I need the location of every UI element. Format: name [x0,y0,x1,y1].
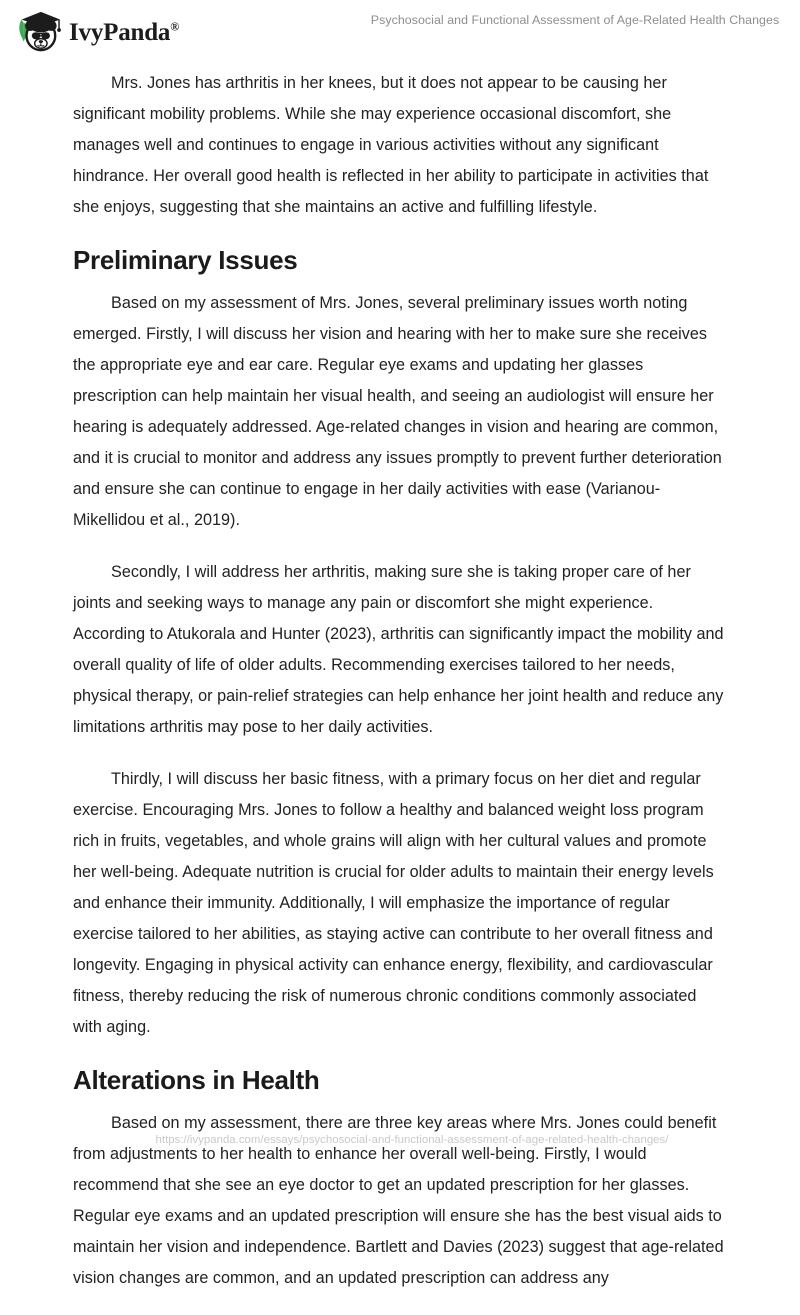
page-footer [0,1130,800,1148]
registered-mark: ® [170,19,179,34]
paragraph: Based on my assessment of Mrs. Jones, several preliminary issues worth noting emerged. Firstly, I will discuss her vision and hearing with her to make sure she receives the appropriate eye and ear care. Regular eye exams and updating her glasses prescription can help maintain her visual health, and seeing an audiologist will ensure her hearing is adequately addressed. Age-related changes in vision and hearing are common, and it is crucial to monitor and address any issues promptly to prevent further deterioration and ensure she can continue to engage in her daily activities with ease (Varianou-Mikellidou et al., 2019). [73,294,722,529]
paragraph: Based on my assessment, there are three key areas where Mrs. Jones could benefit from adjustments to her health to enhance her overall well-being. Firstly, I would recommend that she see an eye doctor to get an updated prescription for her glasses. Regular eye exams and an updated prescription will ensure she has the best visual aids to maintain her vision and independence. Bartlett and Davies (2023) suggest that age-related vision changes are common, and an updated prescription can address any [73,1114,724,1287]
paragraph: Mrs. Jones has arthritis in her knees, but it does not appear to be causing her significant mobility problems. While she may experience occasional discomfort, she manages well and continues to engage in various activities without any significant hindrance. Her overall good health is reflected in her ability to participate in activities that she enjoys, suggesting that she maintains an active and fulfilling lifestyle. [73,74,709,216]
brand-name [69,20,179,45]
section-heading-alterations-in-health: Alterations in Health [73,1065,320,1095]
panda-graduation-cap-icon [14,9,62,53]
page-header [0,0,800,60]
section-heading-preliminary-issues: Preliminary Issues [73,245,298,275]
brand-logo[interactable] [14,9,179,53]
paragraph: Thirdly, I will discuss her basic fitness, with a primary focus on her diet and regular exercise. Encouraging Mrs. Jones to follow a healthy and balanced weight loss program rich in fruits, vegetables, and whole grains will align with her cultural values and promote her well-being. Adequate nutrition is crucial for older adults to maintain their energy levels and enhance their immunity. Additionally, I will emphasize the importance of regular exercise tailored to her abilities, as staying active can contribute to her overall fitness and longevity. Engaging in physical activity can enhance energy, flexibility, and cardiovascular fitness, thereby reducing the risk of numerous chronic conditions commonly associated with aging. [73,770,714,1036]
document-body [73,68,728,1315]
brand-name-text: IvyPanda [69,18,171,46]
paragraph: Secondly, I will address her arthritis, making sure she is taking proper care of her joints and seeking ways to manage any pain or discomfort she might experience. According to Atukorala and Hunter (2023), arthritis can significantly impact the mobility and overall quality of life of older adults. Recommending exercises tailored to her needs, physical therapy, or pain-relief strategies can help enhance her joint health and reduce any limitations arthritis may pose to her daily activities. [73,563,724,736]
source-url[interactable]: https://ivypanda.com/essays/psychosocial-and-functional-assessment-of-age-related-health-changes/ [155,1134,669,1146]
document-title: Psychosocial and Functional Assessment of Age-Related Health Changes [370,13,780,27]
